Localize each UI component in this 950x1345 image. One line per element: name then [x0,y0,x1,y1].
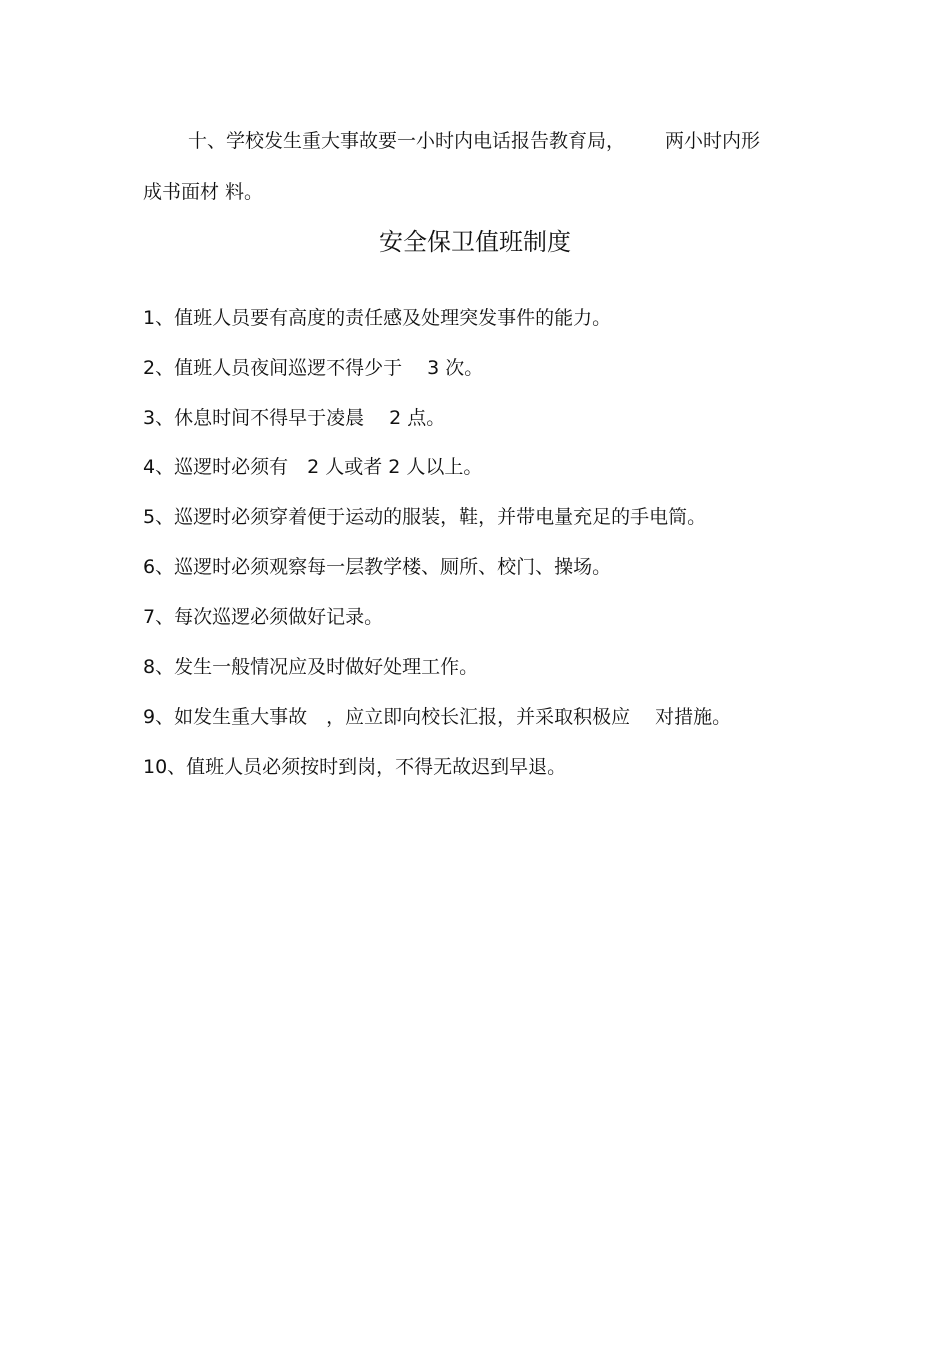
rule-item-2: 2、值班人员夜间巡逻不得少于 3 次。 [143,357,484,379]
intro-paragraph-line-1 [188,129,760,153]
rule-item-3: 3、休息时间不得早于凌晨 2 点。 [143,407,446,429]
rule-item-1: 1、值班人员要有高度的责任感及处理突发事件的能力。 [143,307,612,329]
intro-paragraph-line-2: 成书面材 料。 [143,181,264,203]
intro-text-part-2: 两小时内形 [665,130,761,152]
rule-item-10: 10、值班人员必须按时到岗，不得无故迟到早退。 [143,756,567,778]
document-title: 安全保卫值班制度 [379,228,571,256]
rule-item-7: 7、每次巡逻必须做好记录。 [143,606,384,628]
rule-item-5: 5、巡逻时必须穿着便于运动的服装，鞋，并带电量充足的手电筒。 [143,506,707,528]
rule-item-6: 6、巡逻时必须观察每一层教学楼、厕所、校门、操场。 [143,556,612,578]
rule-item-9: 9、如发生重大事故 ，应立即向校长汇报，并采取积极应 对措施。 [143,706,732,728]
rule-item-4: 4、巡逻时必须有 2 人或者 2 人以上。 [143,456,483,478]
rule-item-8: 8、发生一般情况应及时做好处理工作。 [143,656,479,678]
intro-text-part-1: 十、学校发生重大事故要一小时内电话报告教育局， [188,130,626,152]
